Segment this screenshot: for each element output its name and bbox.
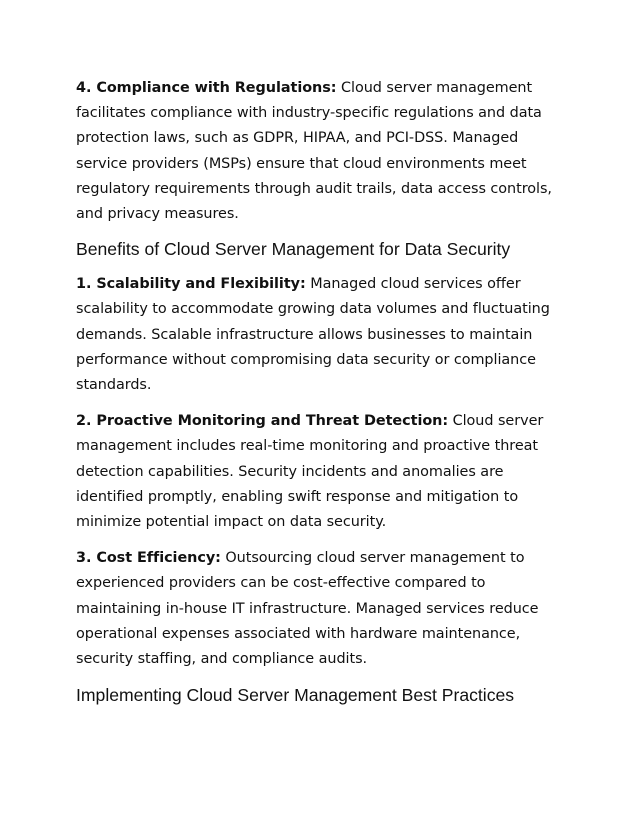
paragraph-body: Outsourcing cloud server management to experienced providers can be cost-effective compared to maintaining in-house IT infrastructure. Managed services reduce operational expenses associated with hardware maintenance, security staffing, and compliance audits. xyxy=(76,550,539,668)
paragraph-lead: 3. Cost Efficiency: xyxy=(76,550,221,567)
paragraph-lead: 1. Scalability and Flexibility: xyxy=(76,276,306,293)
paragraph-body: Cloud server management facilitates compliance with industry-specific regulations and data protection laws, such as GDPR, HIPAA, and PCI-DSS. Managed service providers (MSPs) ensure that cloud environments meet regulatory requirements through audit trails, data access controls, and privacy measures. xyxy=(76,80,552,223)
heading-benefits: Benefits of Cloud Server Management for Data Security xyxy=(76,239,511,260)
paragraph-cost-efficiency xyxy=(76,546,568,672)
paragraph-compliance xyxy=(76,76,568,227)
paragraph-body: Managed cloud services offer scalability to accommodate growing data volumes and fluctuating demands. Scalable infrastructure allows businesses to maintain performance without compromising data security or compliance standards. xyxy=(76,276,550,394)
document-page xyxy=(76,76,568,718)
heading-best-practices: Implementing Cloud Server Management Best Practices xyxy=(76,685,515,706)
paragraph-monitoring xyxy=(76,409,568,535)
paragraph-body: Cloud server management includes real-time monitoring and proactive threat detection capabilities. Security incidents and anomalies are identified promptly, enabling swift response and mitigation to minimize potential impact on data security. xyxy=(76,413,544,531)
paragraph-lead: 2. Proactive Monitoring and Threat Detection: xyxy=(76,413,449,430)
paragraph-scalability xyxy=(76,272,568,398)
paragraph-lead: 4. Compliance with Regulations: xyxy=(76,80,337,96)
